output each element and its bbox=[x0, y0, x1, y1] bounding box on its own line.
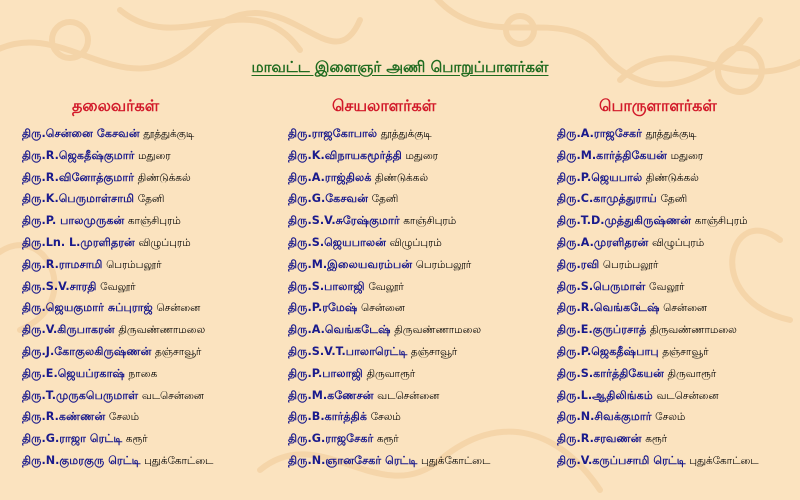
member-place: தேனி bbox=[371, 193, 399, 206]
member-place: தூத்துக்குடி bbox=[143, 128, 195, 140]
member-title: திரு. bbox=[288, 257, 312, 271]
member-place: மதுரை bbox=[670, 149, 704, 162]
member-row bbox=[22, 319, 213, 341]
member-name: S.V.சாரதி bbox=[45, 279, 97, 293]
member-row bbox=[557, 406, 758, 428]
member-place: திருவண்ணாமலை bbox=[118, 324, 206, 337]
member-title: திரு. bbox=[288, 301, 312, 315]
column-heading: பொருளாளர்கள் bbox=[599, 96, 717, 115]
member-title: திரு. bbox=[557, 453, 581, 467]
member-row bbox=[22, 385, 213, 407]
member-place: வேலூர் bbox=[649, 280, 685, 293]
member-title: திரு. bbox=[557, 235, 581, 249]
member-name: S.ஜெயபாலன் bbox=[311, 235, 387, 249]
member-place: திருவாரூர் bbox=[667, 367, 717, 380]
member-name: R.வெங்கடேஷ் bbox=[580, 301, 660, 315]
member-title: திரு. bbox=[288, 192, 312, 206]
member-name: ராஜகோபால் bbox=[311, 127, 378, 140]
member-row bbox=[22, 123, 213, 145]
member-title: திரு. bbox=[22, 279, 46, 293]
member-row bbox=[557, 188, 758, 210]
member-title: திரு. bbox=[22, 235, 46, 249]
member-name: ரவி bbox=[580, 257, 600, 271]
member-row bbox=[557, 167, 758, 189]
member-row bbox=[557, 145, 758, 167]
member-row bbox=[22, 167, 213, 189]
member-place: விழுப்புரம் bbox=[651, 236, 705, 249]
member-title: திரு. bbox=[557, 388, 581, 402]
member-name: E.ஜெயப்ரகாஷ் bbox=[45, 366, 125, 380]
member-row bbox=[557, 232, 758, 254]
member-title: திரு. bbox=[557, 301, 581, 315]
member-name: M.இலையவரம்பன் bbox=[311, 257, 413, 271]
member-name: E.குருப்ரசாத் bbox=[580, 323, 647, 337]
member-place: மதுரை bbox=[405, 149, 439, 162]
member-row bbox=[22, 363, 213, 385]
member-row bbox=[288, 145, 490, 167]
member-title: திரு. bbox=[22, 388, 46, 402]
member-name: C.காமுத்துராய் bbox=[580, 192, 657, 206]
member-name: K.விநாயகமூர்த்தி bbox=[311, 148, 402, 162]
member-row bbox=[288, 254, 490, 276]
member-name: R.வினோத்குமார் bbox=[45, 170, 135, 184]
member-title: திரு. bbox=[557, 214, 581, 228]
member-place: திருவண்ணாமலை bbox=[394, 324, 481, 337]
treasurers-column bbox=[557, 96, 758, 472]
member-title: திரு. bbox=[288, 170, 312, 184]
member-title: திரு. bbox=[22, 432, 46, 446]
member-title: திரு. bbox=[22, 214, 46, 228]
member-row bbox=[288, 385, 490, 407]
member-row bbox=[557, 319, 758, 341]
member-row bbox=[557, 385, 758, 407]
member-name: P.ரமேஷ் bbox=[311, 301, 358, 315]
member-title: திரு. bbox=[22, 366, 46, 380]
member-name: R.ராமசாமி bbox=[45, 257, 103, 271]
member-title: திரு. bbox=[288, 410, 312, 424]
member-place: நாகை bbox=[128, 367, 158, 380]
member-row bbox=[288, 341, 490, 363]
page-title: மாவட்ட இளைஞர் அணி பொறுப்பாளர்கள் bbox=[251, 58, 549, 76]
member-place: கரூர் bbox=[645, 433, 668, 446]
member-title: திரு. bbox=[288, 432, 312, 446]
member-row bbox=[288, 428, 490, 450]
member-place: சென்னை bbox=[156, 302, 201, 315]
member-place: காஞ்சிபுரம் bbox=[403, 215, 457, 228]
member-place: வடசென்னை bbox=[377, 389, 440, 402]
member-row bbox=[288, 188, 490, 210]
member-name: K.பெருமாள்சாமி bbox=[45, 192, 135, 206]
member-title: திரு. bbox=[288, 344, 312, 358]
member-title: திரு. bbox=[557, 257, 581, 271]
member-name: J.கோகுலகிருஷ்ணன் bbox=[45, 344, 152, 358]
member-row bbox=[22, 145, 213, 167]
member-title: திரு. bbox=[22, 453, 46, 467]
member-list bbox=[288, 123, 490, 472]
member-place: திண்டுக்கல் bbox=[375, 171, 428, 184]
member-name: S.V.சுரேஷ்குமார் bbox=[311, 214, 400, 228]
member-title: திரு. bbox=[557, 279, 581, 293]
member-place: விழுப்புரம் bbox=[389, 236, 442, 249]
member-title: திரு. bbox=[557, 344, 581, 358]
member-name: N.சிவக்குமார் bbox=[580, 410, 652, 424]
member-place: தஞ்சாவூர் bbox=[155, 345, 202, 358]
member-title: திரு. bbox=[22, 257, 46, 271]
member-row bbox=[22, 297, 213, 319]
member-place: தூத்துக்குடி bbox=[380, 128, 432, 140]
member-name: Ln. L.முரளிதரன் bbox=[45, 235, 135, 249]
member-place: புதுக்கோட்டை bbox=[689, 454, 759, 467]
member-row bbox=[22, 276, 213, 298]
member-name: N.ஞானசேகர் ரெட்டி bbox=[311, 453, 418, 467]
member-place: சேலம் bbox=[655, 411, 686, 424]
member-place: பெரம்பலூர் bbox=[415, 258, 472, 271]
member-list bbox=[557, 123, 758, 472]
member-title: திரு. bbox=[288, 279, 312, 293]
member-row bbox=[557, 123, 758, 145]
member-name: சென்னை கேசவன் bbox=[45, 127, 140, 140]
member-row bbox=[557, 341, 758, 363]
member-title: திரு. bbox=[22, 323, 46, 337]
member-title: திரு. bbox=[557, 127, 581, 140]
member-place: பெரம்பலூர் bbox=[602, 258, 659, 271]
member-place: புதுக்கோட்டை bbox=[144, 454, 214, 467]
member-row bbox=[22, 341, 213, 363]
member-row bbox=[288, 210, 490, 232]
member-name: B.கார்த்திக் bbox=[311, 410, 368, 424]
member-row bbox=[557, 254, 758, 276]
member-title: திரு. bbox=[288, 366, 312, 380]
member-name: G.ராஜசேகர் bbox=[311, 432, 374, 446]
member-name: A.ராஜ்திலக் bbox=[311, 170, 372, 184]
member-name: A.முரளிதரன் bbox=[580, 235, 649, 249]
member-row bbox=[22, 232, 213, 254]
member-name: G.கேசவன் bbox=[311, 192, 369, 206]
member-place: திருவண்ணாமலை bbox=[649, 324, 737, 337]
member-row bbox=[288, 232, 490, 254]
column-heading: செயலாளர்கள் bbox=[332, 96, 437, 115]
member-place: தஞ்சாவூர் bbox=[662, 345, 709, 358]
member-place: சென்னை bbox=[663, 302, 707, 315]
member-name: R.சரவணன் bbox=[580, 432, 642, 446]
member-row bbox=[288, 406, 490, 428]
member-row bbox=[288, 450, 490, 472]
member-title: திரு. bbox=[22, 148, 46, 162]
member-row bbox=[22, 406, 213, 428]
member-place: வடசென்னை bbox=[141, 389, 204, 402]
member-name: M.கார்த்திகேயன் bbox=[580, 148, 668, 162]
member-place: திண்டுக்கல் bbox=[645, 171, 699, 184]
member-place: திருவாரூர் bbox=[366, 367, 416, 380]
member-name: V.கிருபாகரன் bbox=[45, 323, 115, 337]
member-row bbox=[288, 123, 490, 145]
member-row bbox=[288, 319, 490, 341]
member-title: திரு. bbox=[22, 192, 46, 206]
member-name: R.ஜெகதீஷ்குமார் bbox=[45, 148, 135, 162]
member-title: திரு. bbox=[557, 432, 581, 446]
member-name: R.கண்ணன் bbox=[45, 410, 106, 424]
member-row bbox=[557, 450, 758, 472]
member-place: காஞ்சிபுரம் bbox=[694, 215, 748, 228]
member-row bbox=[557, 428, 758, 450]
member-title: திரு. bbox=[288, 235, 312, 249]
member-title: திரு. bbox=[22, 127, 46, 140]
member-name: P.பாலாஜி bbox=[311, 366, 363, 380]
presidents-column bbox=[22, 96, 213, 472]
member-place: சேலம் bbox=[370, 411, 401, 424]
member-name: P. பாலமுருகன் bbox=[45, 214, 125, 228]
member-title: திரு. bbox=[22, 410, 46, 424]
member-name: A.வெங்கடேஷ் bbox=[311, 323, 391, 337]
member-title: திரு. bbox=[557, 366, 581, 380]
member-name: P.ஜெகதீஷ்பாபு bbox=[580, 344, 659, 358]
member-row bbox=[22, 254, 213, 276]
member-title: திரு. bbox=[288, 127, 312, 140]
member-place: பெரம்பலூர் bbox=[106, 258, 162, 271]
member-title: திரு. bbox=[288, 214, 312, 228]
member-title: திரு. bbox=[557, 410, 581, 424]
member-title: திரு. bbox=[288, 323, 312, 337]
member-row bbox=[22, 450, 213, 472]
member-place: தேனி bbox=[660, 193, 688, 206]
member-place: தூத்துக்குடி bbox=[645, 128, 697, 140]
member-title: திரு. bbox=[557, 323, 581, 337]
secretaries-column bbox=[288, 96, 490, 472]
member-place: வேலூர் bbox=[100, 280, 136, 293]
member-list bbox=[22, 123, 213, 472]
member-row bbox=[557, 363, 758, 385]
member-place: காஞ்சிபுரம் bbox=[127, 215, 181, 228]
member-row bbox=[288, 276, 490, 298]
member-place: வடசென்னை bbox=[656, 389, 719, 402]
member-place: புதுக்கோட்டை bbox=[421, 454, 491, 467]
member-name: P.ஜெயபால் bbox=[580, 170, 643, 184]
member-name: S.பெருமாள் bbox=[580, 279, 646, 293]
member-name: N.குமரகுரு ரெட்டி bbox=[45, 453, 141, 467]
member-row bbox=[22, 188, 213, 210]
member-name: M.கணேசன் bbox=[311, 388, 374, 402]
member-title: திரு. bbox=[22, 344, 46, 358]
column-heading: தலைவர்கள் bbox=[72, 96, 160, 115]
member-title: திரு. bbox=[288, 388, 312, 402]
member-row bbox=[22, 210, 213, 232]
member-place: மதுரை bbox=[138, 149, 171, 162]
member-title: திரு. bbox=[22, 301, 46, 315]
member-row bbox=[557, 210, 758, 232]
member-place: தேனி bbox=[137, 193, 165, 206]
member-name: L.ஆதிலிங்கம் bbox=[580, 388, 653, 402]
member-place: கரூர் bbox=[376, 433, 399, 446]
member-title: திரு. bbox=[22, 170, 46, 184]
member-title: திரு. bbox=[288, 453, 312, 467]
member-place: வேலூர் bbox=[368, 280, 404, 293]
member-name: T.முருகபெருமாள் bbox=[45, 388, 139, 402]
member-name: S.பாலாஜி bbox=[311, 279, 365, 293]
member-title: திரு. bbox=[557, 170, 581, 184]
member-name: T.D.முத்துகிருஷ்ணன் bbox=[580, 214, 692, 228]
member-place: கரூர் bbox=[125, 433, 148, 446]
member-name: S.கார்த்திகேயன் bbox=[580, 366, 664, 380]
member-title: திரு. bbox=[557, 192, 581, 206]
member-name: S.V.T.பாலாரெட்டி bbox=[311, 344, 408, 358]
member-place: விழுப்புரம் bbox=[138, 236, 191, 249]
member-row bbox=[22, 428, 213, 450]
member-row bbox=[288, 363, 490, 385]
member-row bbox=[288, 167, 490, 189]
member-title: திரு. bbox=[557, 148, 581, 162]
member-place: சேலம் bbox=[108, 411, 140, 424]
member-place: திண்டுக்கல் bbox=[137, 171, 191, 184]
member-name: A.ராஜசேகர் bbox=[580, 127, 643, 140]
member-row bbox=[557, 276, 758, 298]
member-place: சென்னை bbox=[361, 302, 405, 315]
member-title: திரு. bbox=[288, 148, 312, 162]
member-name: ஜெயகுமார் சுப்புராஜ் bbox=[45, 301, 153, 315]
member-row bbox=[557, 297, 758, 319]
member-name: G.ராஜா ரெட்டி bbox=[45, 432, 123, 446]
member-row bbox=[288, 297, 490, 319]
member-place: தஞ்சாவூர் bbox=[410, 345, 458, 358]
member-name: V.கருப்பசாமி ரெட்டி bbox=[580, 453, 686, 467]
